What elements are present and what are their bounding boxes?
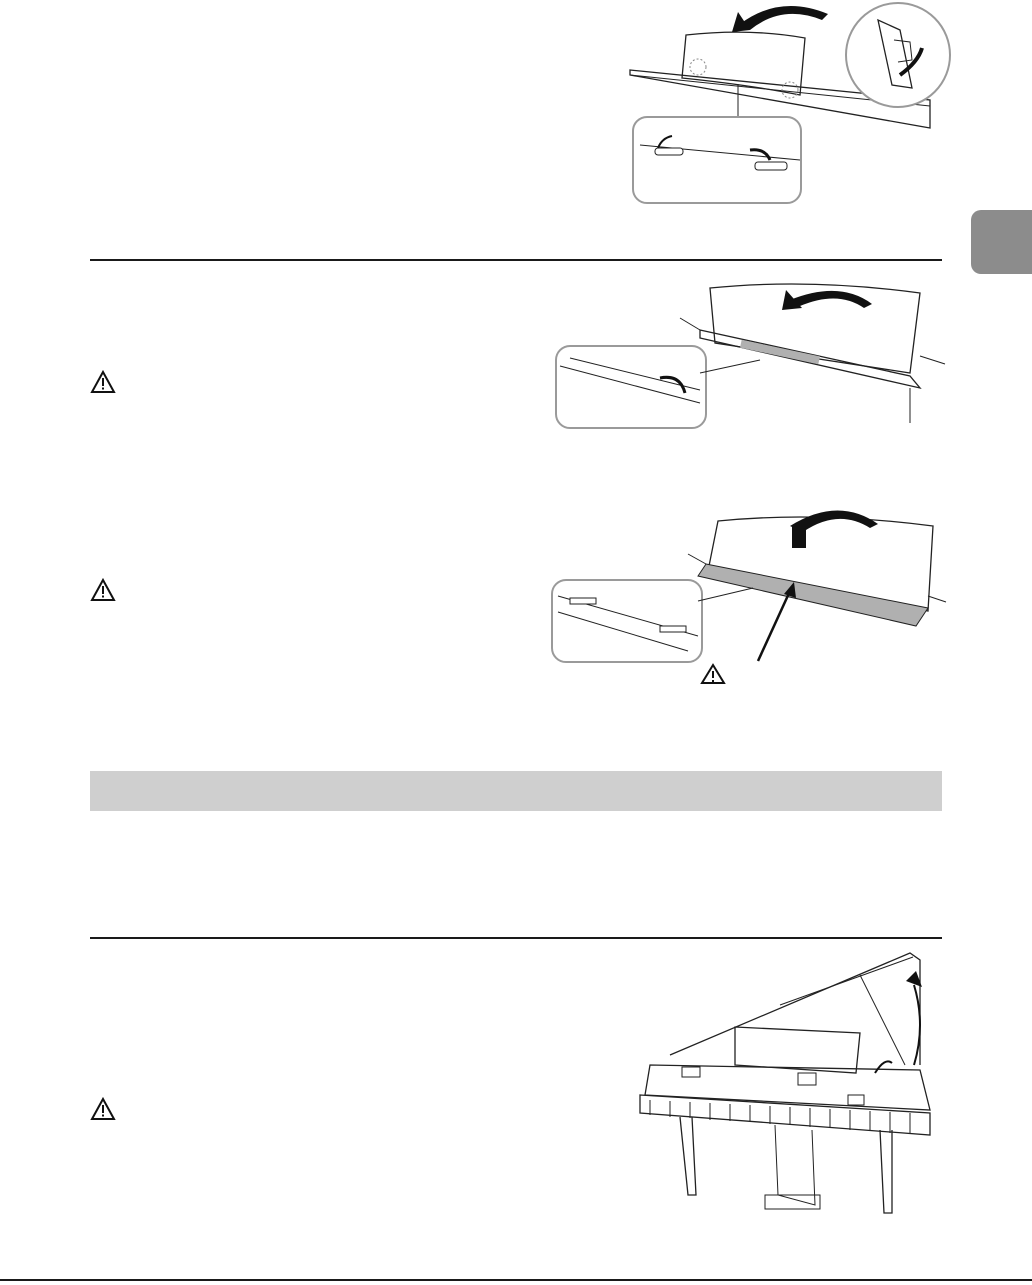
section-divider-2: [90, 937, 942, 939]
warning-triangle-icon: [90, 578, 116, 602]
section-divider-1: [90, 259, 942, 261]
chapter-tab[interactable]: [971, 210, 1032, 274]
warning-triangle-icon: [90, 370, 116, 394]
grand-piano-lid-illustration: [630, 945, 942, 1245]
warning-triangle-icon: [90, 1097, 116, 1121]
section-band: [90, 771, 942, 811]
page-footer-rule: [0, 1279, 1032, 1281]
music-rest-support-illustration: [550, 278, 950, 438]
music-rest-raise-illustration: [600, 0, 945, 210]
music-rest-lower-illustration: [548, 496, 948, 696]
